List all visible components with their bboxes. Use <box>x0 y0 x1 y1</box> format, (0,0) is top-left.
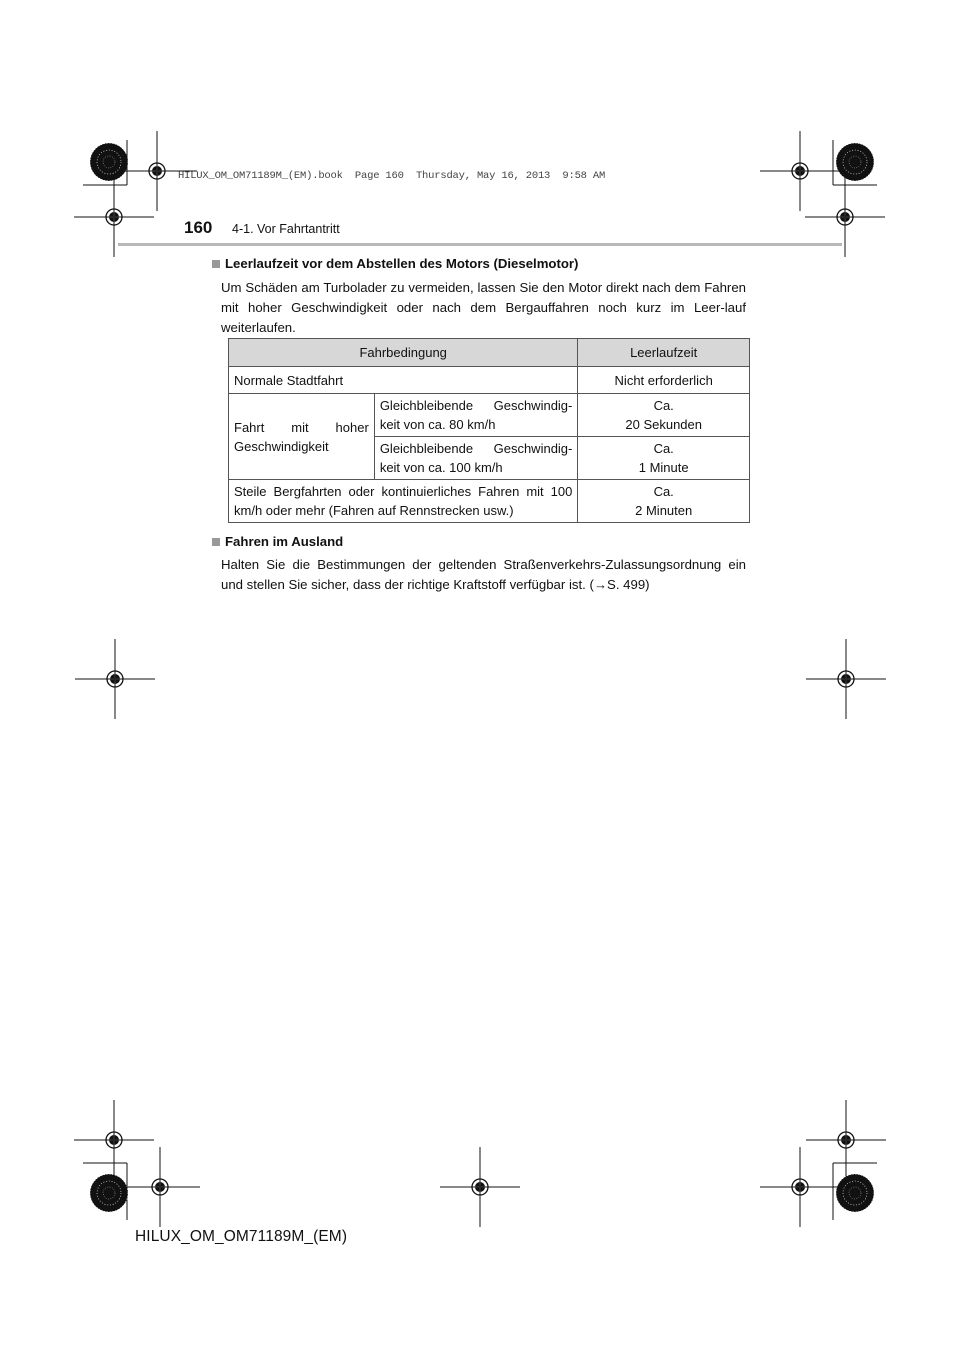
registration-mark-icon <box>806 1100 886 1180</box>
idle-100-line1: Ca. <box>653 441 674 456</box>
table-row <box>229 367 750 394</box>
registration-mark-icon <box>440 1147 520 1227</box>
abroad-section <box>212 532 746 595</box>
square-bullet-icon <box>212 260 220 268</box>
registration-mark-icon <box>806 639 886 719</box>
idle-heading-text: Leerlaufzeit vor dem Abstellen des Motors (Dieselmotor) <box>225 256 579 271</box>
abroad-heading-text: Fahren im Ausland <box>225 534 344 549</box>
star-target-icon <box>90 1174 128 1212</box>
condition-city: Normale Stadtfahrt <box>229 367 578 394</box>
abroad-paragraph: Halten Sie die Bestimmungen der geltenden Straßenverkehrs-Zulassungsordnung ein und stellen Sie sicher, dass der richtige Kraftstoff verfügbar ist. (→S. 499) <box>221 557 746 592</box>
idle-100 <box>578 437 750 480</box>
condition-steep: Steile Bergfahrten oder kontinuierliches Fahren mit 100 km/h oder mehr (Fahren auf Rennstrecken usw.) <box>229 480 578 523</box>
book-file-line: HILUX_OM_OM71189M_(EM).book Page 160 Thursday, May 16, 2013 9:58 AM <box>178 170 606 182</box>
condition-80: Gleichbleibende Geschwindig-keit von ca. 80 km/h <box>374 394 578 437</box>
page-number: 160 <box>184 218 213 237</box>
registration-mark-icon <box>75 639 155 719</box>
table-row <box>229 480 750 523</box>
idle-city: Nicht erforderlich <box>578 367 750 394</box>
star-target-icon <box>90 143 128 181</box>
footer-code: HILUX_OM_OM71189M_(EM) <box>135 1228 348 1245</box>
idle-steep-line2: 2 Minuten <box>635 503 693 518</box>
table-header-idle: Leerlaufzeit <box>578 339 750 367</box>
idle-section <box>212 254 746 338</box>
idle-100-line2: 1 Minute <box>638 460 689 475</box>
idle-paragraph: Um Schäden am Turbolader zu vermeiden, lassen Sie den Motor direkt nach dem Fahren mit hoher Geschwindigkeit oder nach dem Bergauffahren noch kurz im Leer-lauf weiterlaufen. <box>221 280 746 335</box>
table-row <box>229 394 750 437</box>
idle-steep-line1: Ca. <box>653 484 674 499</box>
star-target-icon <box>836 143 874 181</box>
idle-80-line2: 20 Sekunden <box>625 417 702 432</box>
idle-time-table <box>228 338 750 523</box>
section-title: 4-1. Vor Fahrtantritt <box>232 222 340 236</box>
star-target-icon <box>836 1174 874 1212</box>
abroad-heading <box>212 532 746 552</box>
registration-mark-icon <box>74 1100 154 1180</box>
registration-mark-icon <box>120 1147 200 1227</box>
header-rule <box>118 243 842 246</box>
registration-mark-icon <box>760 131 840 211</box>
idle-80 <box>578 394 750 437</box>
idle-steep <box>578 480 750 523</box>
idle-heading <box>212 254 746 274</box>
condition-high-speed: Fahrt mit hoher Geschwindigkeit <box>229 394 375 480</box>
condition-100: Gleichbleibende Geschwindig-keit von ca. 100 km/h <box>374 437 578 480</box>
table-header-condition: Fahrbedingung <box>229 339 578 367</box>
registration-mark-icon <box>760 1147 840 1227</box>
square-bullet-icon <box>212 538 220 546</box>
idle-80-line1: Ca. <box>653 398 674 413</box>
